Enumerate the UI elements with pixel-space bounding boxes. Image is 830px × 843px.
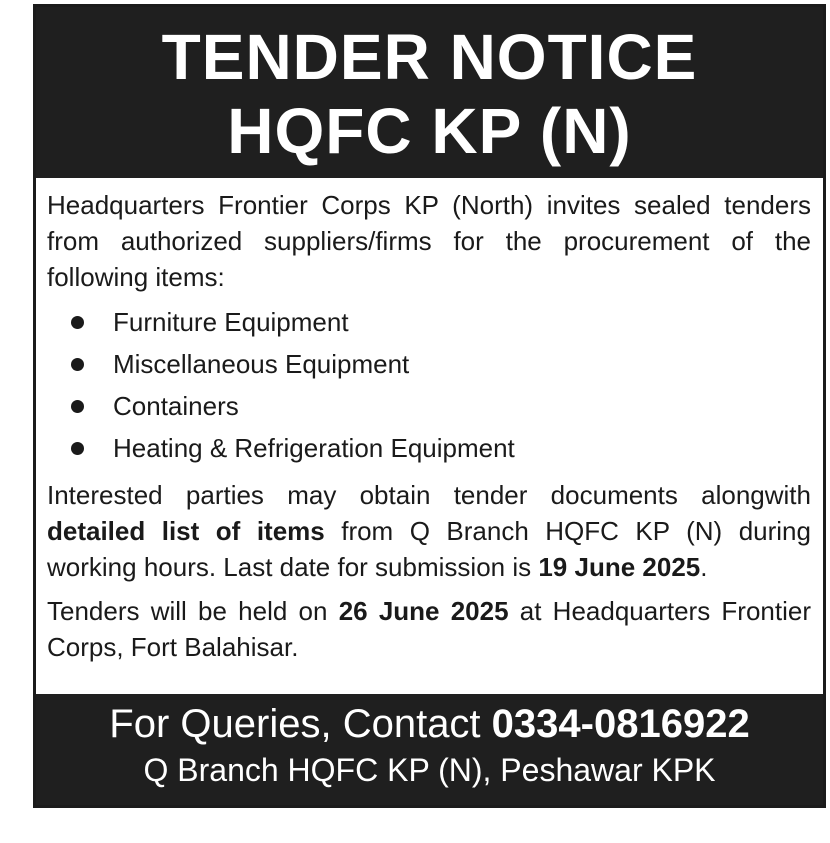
tender-notice	[33, 4, 826, 808]
held-text: Tenders will be held on	[47, 596, 339, 626]
documents-text: from Q Branch HQFC KP (N) during working hours. Last date for submission is	[47, 516, 811, 582]
item-label: Furniture Equipment	[113, 307, 349, 337]
list-item	[47, 301, 811, 343]
bullet-icon	[71, 358, 84, 371]
held-text: at Headquarters Frontier Corps, Fort Balahisar.	[47, 596, 812, 662]
list-item	[47, 343, 811, 385]
queries-label: For Queries, Contact	[109, 702, 492, 746]
notice-footer	[36, 694, 823, 805]
queries-line	[36, 700, 823, 748]
documents-bold-list: detailed list of items	[47, 516, 325, 546]
notice-title: TENDER NOTICE	[161, 21, 698, 93]
tender-date: 26 June 2025	[338, 596, 509, 626]
list-item	[47, 427, 811, 469]
items-list	[47, 301, 811, 469]
notice-header	[36, 7, 823, 178]
bullet-icon	[71, 400, 84, 413]
held-paragraph	[47, 593, 811, 665]
list-item	[47, 385, 811, 427]
notice-subtitle: HQFC KP (N)	[227, 95, 632, 167]
item-label: Containers	[113, 391, 239, 421]
documents-text: .	[700, 552, 708, 582]
bullet-icon	[71, 316, 84, 329]
item-label: Miscellaneous Equipment	[113, 349, 410, 379]
intro-paragraph: Headquarters Frontier Corps KP (North) invites sealed tenders from authorized suppliers/firms for the procurement of the following items:	[47, 190, 811, 292]
documents-text: Interested parties may obtain tender documents alongwith	[47, 480, 811, 510]
bullet-icon	[71, 442, 84, 455]
notice-body	[47, 187, 811, 665]
contact-phone: 0334-0816922	[491, 702, 750, 746]
item-label: Heating & Refrigeration Equipment	[113, 433, 515, 463]
branch-line: Q Branch HQFC KP (N), Peshawar KPK	[143, 752, 716, 788]
submission-date: 19 June 2025	[538, 552, 701, 582]
documents-paragraph	[47, 477, 811, 585]
